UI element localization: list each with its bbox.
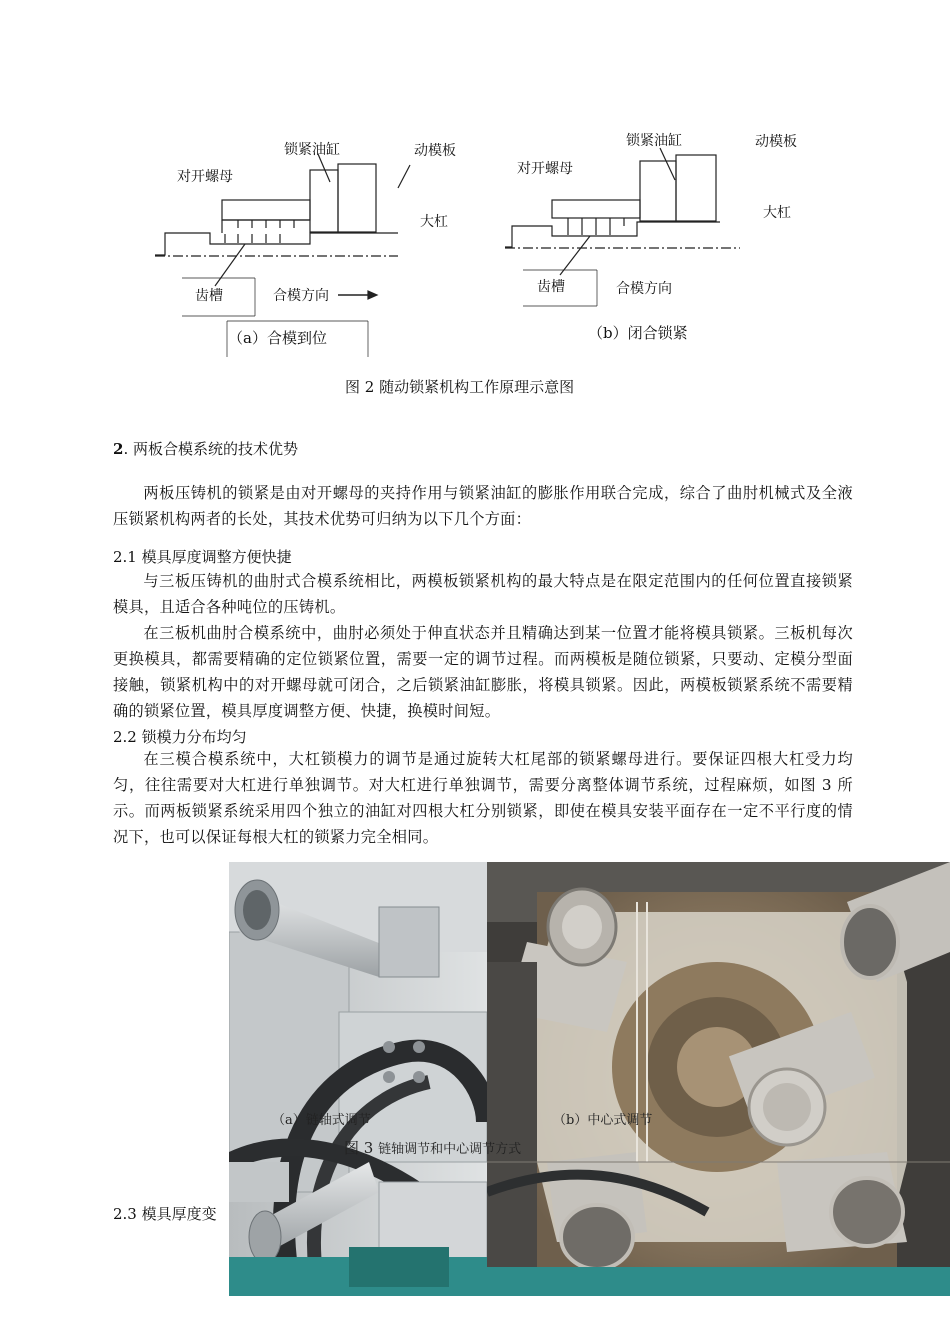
section-2-2-paragraph-1: 在三模合模系统中，大杠锁模力的调节是通过旋转大杠尾部的锁紧螺母进行。要保证四根大杠受力均匀，往往需要对大杠进行单独调节。对大杠进行单独调节，需要分离整体调节系统，过程麻烦，如图 3 所示。而两板锁紧系统采用四个独立的油缸对四根大杠分别锁紧，即使在模具安装平面存在一定不平行度的情况下，也可以保证每根大杠的锁紧力完全相同。	[113, 750, 853, 846]
section-2-1-heading: 2.1 模具厚度调整方便快捷	[113, 548, 292, 566]
section-2-heading	[113, 438, 298, 459]
fig2a-subcaption: （a）合模到位	[228, 329, 327, 347]
section-2-intro: 两板压铸机的锁紧是由对开螺母的夹持作用与锁紧油缸的膨胀作用联合完成，综合了曲肘机械式及全液压锁紧机构两者的长处，其技术优势可归纳为以下几个方面：	[113, 484, 853, 528]
figure-2-caption: 图 2 随动锁紧机构工作原理示意图	[345, 378, 575, 396]
fig2b-plate-label: 动模板	[755, 134, 797, 150]
section-2-3-heading: 2.3 模具厚度变	[113, 1205, 217, 1223]
figure-3-caption-text: 链轴调节和中心调节方式	[378, 1142, 522, 1157]
section-2-number: 2	[113, 440, 124, 458]
figure-3a-illustration	[229, 862, 487, 1296]
fig2a-direction-label: 合模方向	[273, 288, 329, 304]
figure-3b-subcaption: （b）中心式调节	[553, 1113, 653, 1128]
fig2a-bar-label: 大杠	[420, 214, 448, 230]
fig2a-groove-label: 齿槽	[195, 288, 223, 304]
fig2b-groove-label: 齿槽	[537, 279, 565, 295]
figure-2-diagram	[0, 0, 950, 370]
fig2a-nut-label: 对开螺母	[177, 169, 233, 185]
figure-3b-photo	[487, 862, 950, 1296]
figure-3a-photo	[229, 862, 487, 1296]
fig2a-plate-label: 动模板	[414, 143, 456, 159]
figure-3-caption-number: 图 3	[344, 1139, 374, 1157]
fig2b-direction-label: 合模方向	[616, 281, 672, 297]
fig2b-bar-label: 大杠	[763, 205, 791, 221]
fig2a-cylinder-label: 锁紧油缸	[284, 142, 340, 158]
fig2b-subcaption: （b）闭合锁紧	[588, 324, 688, 342]
figure-3b-illustration	[487, 862, 950, 1296]
section-2-1-paragraph-1: 与三板压铸机的曲肘式合模系统相比，两模板锁紧机构的最大特点是在限定范围内的任何位置直接锁紧模具，且适合各种吨位的压铸机。	[113, 572, 853, 616]
section-2-1-paragraph-2: 在三板机曲肘合模系统中，曲肘必须处于伸直状态并且精确达到某一位置才能将模具锁紧。三板机每次更换模具，都需要精确的定位锁紧位置，需要一定的调节过程。而两模板是随位锁紧，只要动、定模分型面接触，锁紧机构中的对开螺母就可闭合，之后锁紧油缸膨胀，将模具锁紧。因此，两模板锁紧系统不需要精确的锁紧位置，模具厚度调整方便、快捷，换模时间短。	[113, 624, 853, 720]
section-2-title: . 两板合模系统的技术优势	[123, 440, 298, 458]
section-2-2-heading: 2.2 锁模力分布均匀	[113, 728, 247, 746]
fig2b-nut-label: 对开螺母	[517, 161, 573, 177]
figure-3-caption	[344, 1137, 521, 1158]
fig2b-cylinder-label: 锁紧油缸	[626, 133, 682, 149]
figure-3a-subcaption: （a）链轴式调节	[272, 1113, 371, 1128]
